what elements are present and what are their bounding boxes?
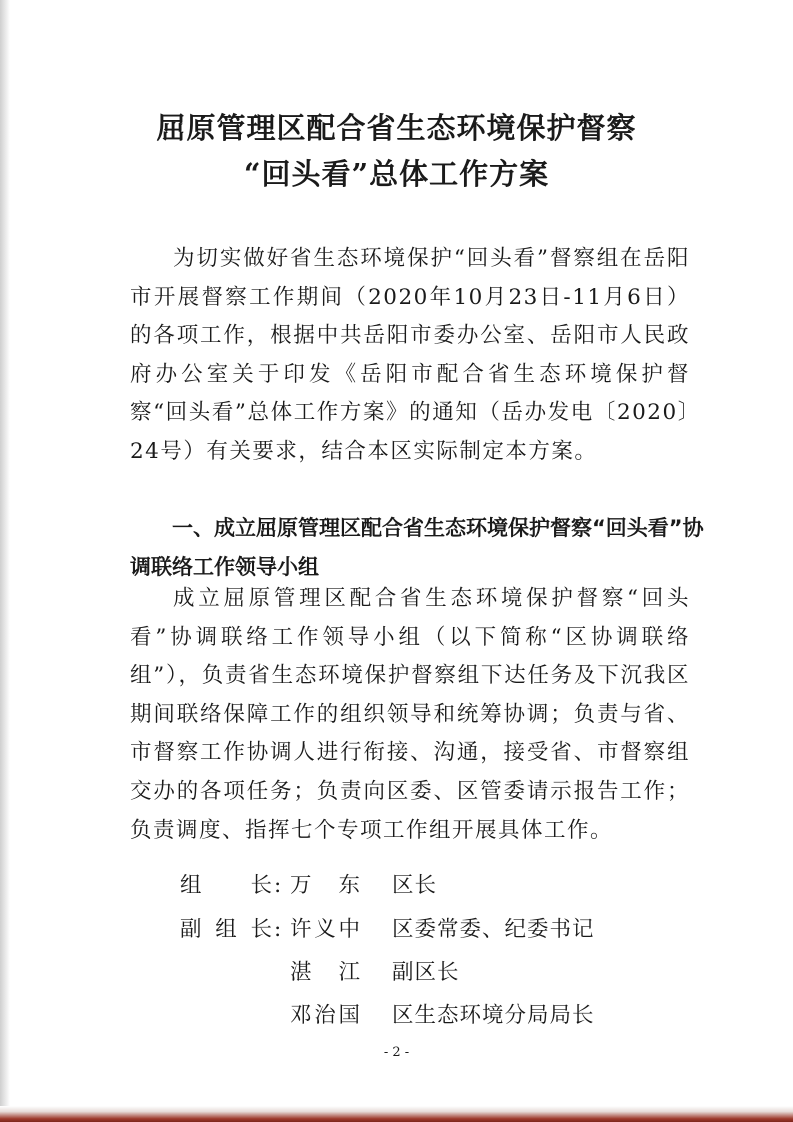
member-name: 万东	[290, 873, 360, 898]
member-row	[180, 866, 700, 906]
section-1-paragraph: 成立屈原管理区配合省生态环境保护督察“回头看”协调联络工作领导小组（以下简称“区协调联络组”），负责省生态环境保护督察组下达任务及下沉我区期间联络保障工作的组织领导和统筹协调；负责与省、市督察工作协调人进行衔接、沟通，接受省、市督察组交办的各项任务；负责向区委、区管委请示报告工作；负责调度、指挥七个专项工作组开展具体工作。	[130, 586, 690, 843]
member-position: 区长	[392, 873, 438, 898]
intro-paragraph: 为切实做好省生态环境保护“回头看”督察组在岳阳市开展督察工作期间（2020年10月23日-11月6日）的各项工作，根据中共岳阳市委办公室、岳阳市人民政府办公室关于印发《岳阳市配合省生态环境保护督察“回头看”总体工作方案》的通知（岳办发电〔2020〕24号）有关要求，结合本区实际制定本方案。	[130, 246, 690, 464]
member-colon: :	[274, 917, 282, 942]
title-line-2: “回头看”总体工作方案	[243, 157, 550, 191]
member-row	[180, 996, 700, 1036]
member-row	[180, 910, 700, 950]
member-position: 区委常委、纪委书记	[392, 917, 595, 942]
scan-bottom-edge	[0, 1106, 793, 1122]
member-role: 组长	[180, 873, 272, 898]
member-position: 副区长	[392, 960, 460, 985]
page-number: - 2 -	[383, 1045, 410, 1060]
member-name: 许义中	[290, 917, 360, 942]
member-name: 湛江	[290, 960, 360, 985]
title-line-1: 屈原管理区配合省生态环境保护督察	[156, 111, 637, 145]
member-row	[180, 953, 700, 993]
member-position: 区生态环境分局局长	[392, 1003, 595, 1028]
member-role: 副组长	[180, 917, 272, 942]
member-colon: :	[274, 873, 282, 898]
member-name: 邓治国	[290, 1003, 360, 1028]
section-1-heading: 一、成立屈原管理区配合省生态环境保护督察“回头看”协调联络工作领导小组	[130, 516, 704, 579]
